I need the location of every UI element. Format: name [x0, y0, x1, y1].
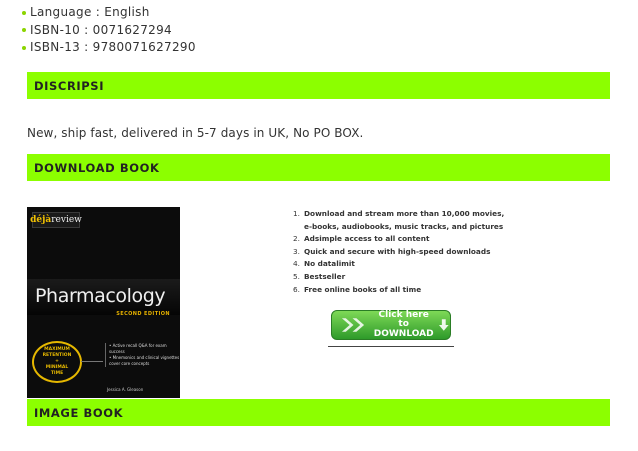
download-arrow-icon: [438, 318, 450, 332]
cover-author: Jessica A. Gleason: [107, 387, 144, 392]
feature-item: 4. No datalimit: [293, 259, 355, 269]
section-title: DOWNLOAD BOOK: [34, 160, 160, 175]
cover-title: Pharmacology: [35, 285, 166, 307]
feature-item: 1. Download and stream more than 10,000 movies,: [293, 209, 505, 218]
section-title: DISCRIPSI: [34, 78, 105, 93]
cover-badge: MAXIMUM RETENTION + MINIMAL TIME: [32, 341, 82, 383]
bullet-icon: [22, 46, 26, 50]
feature-item: 6. Free online books of all time: [293, 284, 422, 294]
download-button[interactable]: [331, 310, 451, 340]
book-description: New, ship fast, delivered in 5-7 days in UK, No PO BOX.: [27, 126, 364, 140]
meta-isbn10: ISBN-10 : 0071627294: [22, 22, 196, 40]
feature-item: 2. Adsimple access to all content: [293, 234, 430, 244]
bullet-icon: [22, 28, 26, 32]
bullet-icon: [22, 11, 26, 15]
download-link-underline: [328, 346, 454, 347]
chevron-right-icon: [340, 316, 369, 334]
cover-edition: SECOND EDITION: [116, 311, 170, 317]
cover-brand-logo: déjà review: [32, 212, 80, 228]
feature-item: 3. Quick and secure with high-speed downloads: [293, 246, 491, 256]
meta-language: Language : English: [22, 4, 196, 22]
meta-isbn13: ISBN-13 : 9780071627290: [22, 39, 196, 57]
cover-divider: [81, 361, 103, 362]
feature-item: 5. Bestseller: [293, 271, 346, 281]
feature-list: [293, 208, 504, 296]
book-cover-image: [27, 207, 180, 398]
section-title: IMAGE BOOK: [34, 405, 124, 420]
cover-bullets: • Active recall Q&A for exam success • Mnemonics and clinical vignettes cover core concepts: [105, 343, 180, 367]
feature-item: e-books, audiobooks, music tracks, and pictures: [304, 221, 504, 231]
download-button-label: Click here to DOWNLOAD: [373, 309, 434, 339]
book-metadata-list: [22, 4, 196, 57]
section-header-image-book: [27, 399, 610, 426]
section-header-discripsi: [27, 72, 610, 99]
section-header-download-book: [27, 154, 610, 181]
